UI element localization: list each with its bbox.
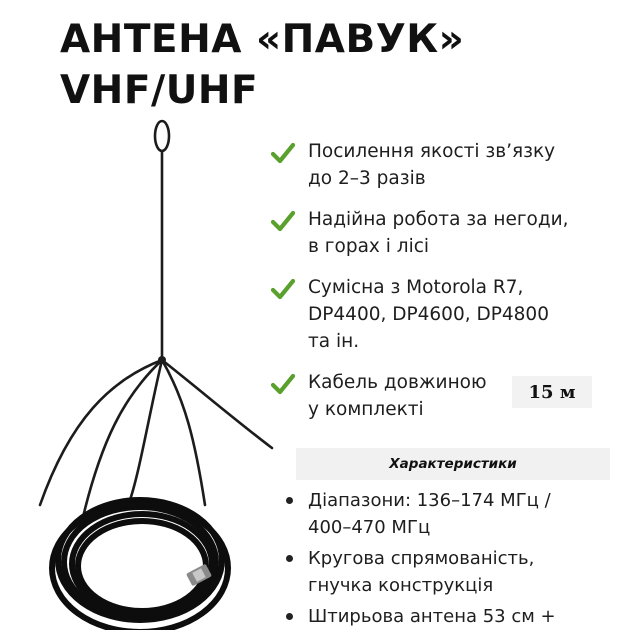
coiled-cable [52, 500, 228, 630]
feature-item [270, 138, 620, 192]
feature-item [270, 206, 620, 260]
spec-text: Штирьова антена 53 см + [308, 606, 556, 627]
title-line-2: VHF/UHF [60, 68, 259, 113]
spec-item [286, 545, 626, 599]
cable-length-badge: 15 м [512, 376, 592, 408]
antenna-loop [155, 121, 169, 151]
check-icon [270, 140, 296, 166]
feature-text: Надійна робота за негоди, в горах і лісі [308, 209, 569, 257]
antenna-leg [40, 360, 162, 505]
antenna-leg [162, 360, 272, 448]
spec-item [286, 603, 626, 630]
feature-text: Сумісна з Motorola R7, DP4400, DP4600, DP4800 та ін. [308, 277, 549, 352]
feature-text: Посилення якості зв’язку до 2–3 разів [308, 141, 556, 189]
check-icon [270, 276, 296, 302]
antenna-leg [162, 360, 205, 505]
antenna-hub [158, 356, 166, 364]
title-line-1: АНТЕНА «ПАВУК» [60, 17, 465, 62]
bullet-icon [286, 497, 293, 504]
antenna-leg [130, 360, 162, 500]
spec-text: Кругова спрямованість, гнучка конструкція [308, 548, 535, 596]
bullet-icon [286, 555, 293, 562]
bullet-icon [286, 613, 293, 620]
spec-item [286, 487, 626, 541]
feature-text: Кабель довжиною у комплекті [308, 372, 487, 420]
antenna-product-image [0, 110, 300, 630]
specs-list [286, 487, 626, 634]
feature-item [270, 274, 620, 355]
check-icon [270, 208, 296, 234]
page-title [60, 14, 464, 116]
spec-text: Діапазони: 136–174 МГц / 400–470 МГц [308, 490, 551, 538]
check-icon [270, 371, 296, 397]
specs-header: Характеристики [296, 448, 610, 480]
